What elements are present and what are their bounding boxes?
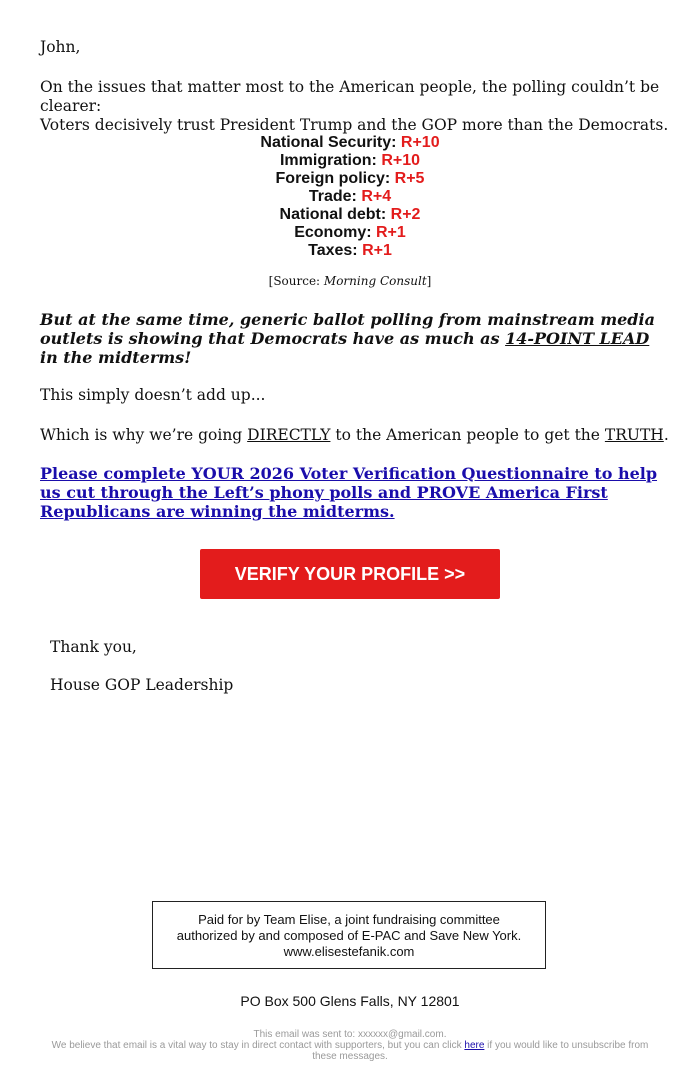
issue-value: R+2: [390, 206, 421, 223]
unsubscribe-text: We believe that email is a vital way to stay in direct contact with supporters, but you can click: [51, 1040, 465, 1051]
disclaimer-line-2: authorized by and composed of E-PAC and Save New York.: [176, 928, 522, 943]
contrast-text: But at the same time, generic ballot polling from mainstream media outlets is showing that Democrats have as much as: [40, 310, 655, 348]
issue-row: [0, 134, 700, 152]
verify-profile-button[interactable]: VERIFY YOUR PROFILE >>: [200, 549, 500, 599]
issue-value: R+4: [361, 188, 392, 205]
issue-row: [0, 242, 700, 260]
directly-truth-line: [40, 426, 669, 445]
lead-highlight: 14-POINT LEAD: [505, 329, 650, 348]
disclaimer-website: www.elisestefanik.com: [283, 944, 415, 959]
signoff: House GOP Leadership: [50, 676, 234, 694]
directly-emphasis: DIRECTLY: [247, 426, 331, 444]
paid-for-disclaimer: [152, 901, 546, 969]
unsubscribe-link[interactable]: here: [464, 1040, 485, 1051]
contrast-text-end: in the midterms!: [40, 348, 192, 367]
issue-value: R+1: [376, 224, 406, 241]
poll-source: [0, 273, 700, 289]
source-name: Morning Consult: [323, 274, 427, 288]
unsubscribe-line: [40, 1040, 660, 1062]
issue-row: [0, 170, 700, 188]
intro-line-2: Voters decisively trust President Trump and the GOP more than the Democrats.: [40, 116, 669, 134]
issue-label: National Security:: [260, 134, 397, 151]
which-text: Which is why we’re going: [40, 426, 248, 444]
intro-paragraph: [40, 78, 670, 135]
contrast-paragraph: [40, 310, 665, 367]
issue-label: Foreign policy:: [275, 170, 391, 187]
issue-label: Trade:: [308, 188, 357, 205]
issue-label: Taxes:: [308, 242, 358, 259]
unsubscribe-text-end: if you would like to unsubscribe from these messages.: [312, 1040, 649, 1062]
source-suffix: ]: [426, 274, 432, 288]
mailing-address: PO Box 500 Glens Falls, NY 12801: [240, 993, 460, 1009]
issue-label: Immigration:: [279, 152, 377, 169]
thanks-line: Thank you,: [50, 638, 137, 656]
issue-value: R+5: [394, 170, 425, 187]
issue-row: [0, 188, 700, 206]
issue-label: Economy:: [294, 224, 372, 241]
which-text-end: .: [663, 426, 669, 444]
issue-row: [0, 224, 700, 242]
issue-label: National debt:: [279, 206, 387, 223]
issues-list: [0, 134, 700, 260]
issue-row: [0, 152, 700, 170]
source-prefix: [Source:: [268, 274, 324, 288]
issue-value: R+1: [362, 242, 392, 259]
sent-to-line: This email was sent to: xxxxxx@gmail.com.: [253, 1029, 447, 1040]
questionnaire-link[interactable]: Please complete YOUR 2026 Voter Verification Questionnaire to help us cut through the Left’s phony polls and PROVE America First Republicans are winning the midterms.: [40, 464, 658, 521]
issue-value: R+10: [381, 152, 421, 169]
disclaimer-line-1: Paid for by Team Elise, a joint fundraising committee: [198, 912, 500, 927]
issue-value: R+10: [400, 134, 440, 151]
email-footer: [40, 1029, 660, 1062]
issue-row: [0, 206, 700, 224]
truth-emphasis: TRUTH: [604, 426, 664, 444]
greeting: John,: [40, 38, 81, 56]
intro-line-1: On the issues that matter most to the American people, the polling couldn’t be clearer:: [40, 78, 660, 115]
which-text-middle: to the American people to get the: [330, 426, 605, 444]
doesnt-add-up-line: This simply doesn’t add up...: [40, 386, 266, 404]
